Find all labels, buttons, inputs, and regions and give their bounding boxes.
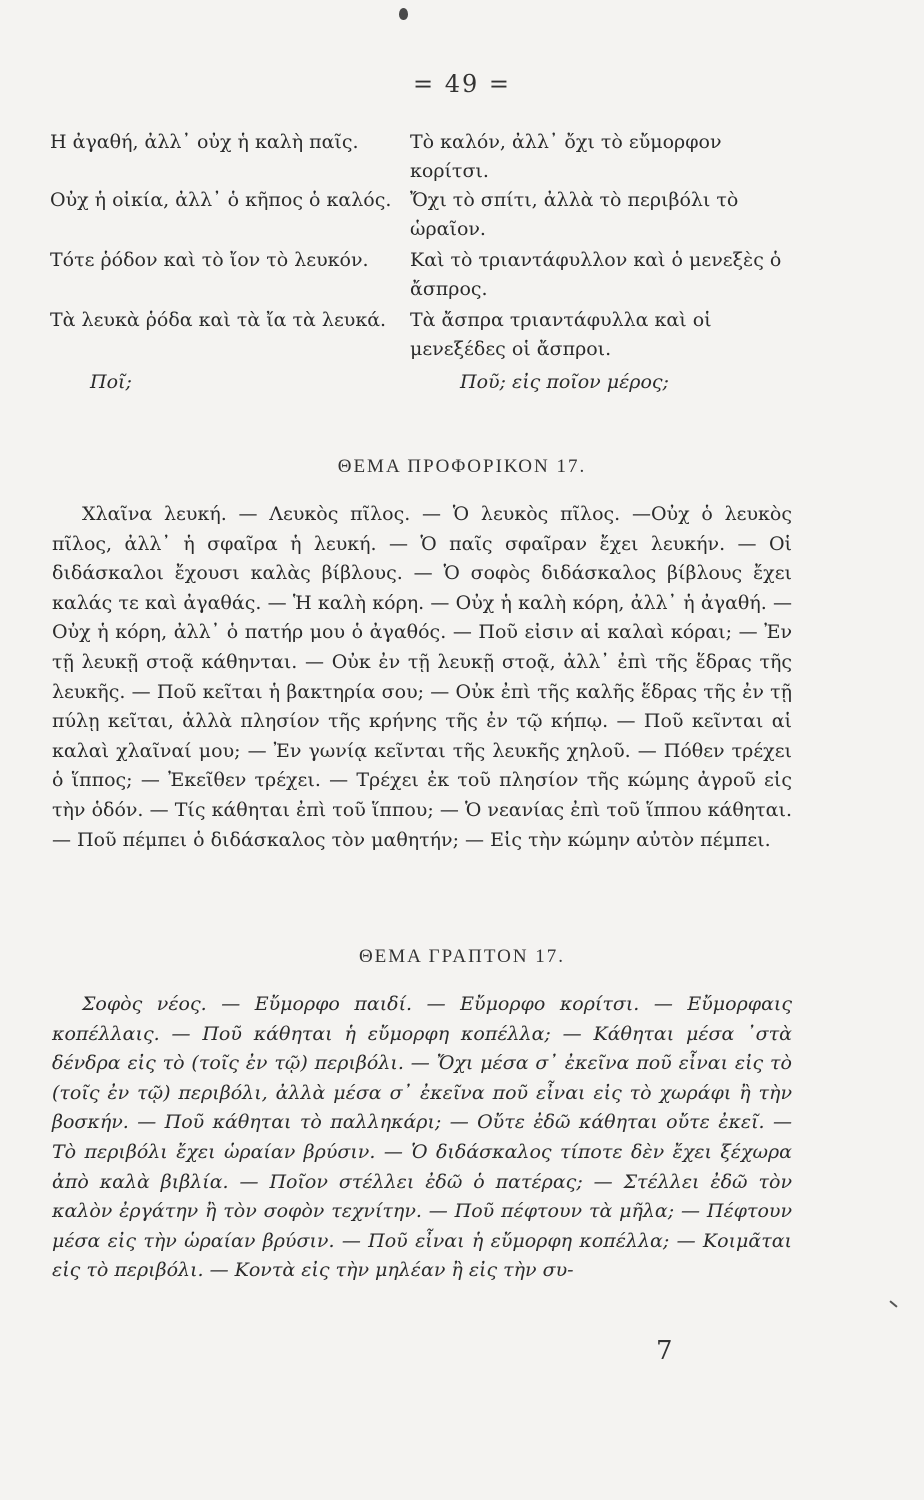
pair-row	[50, 186, 790, 246]
heading-oral-exercise: ΘΕΜΑ ΠΡΟΦΟΡΙΚΟΝ 17.	[337, 456, 587, 477]
written-exercise-text: Σοφὸς νέος. — Εὔμορφο παιδί. — Εὔμορφο κορίτσι. — Εὔμορφαις κοπέλλαις. — Ποῦ κάθηται ἡ εὔμορφη κοπέλλα; — Κάθηται μέσα ᾽στὰ δένδρα εἰς τὸ (τοῖς ἐν τῷ) περιβόλι. — Ὄχι μέσα σ᾽ ἐκεῖνα ποῦ εἶναι εἰς τὸ (τοῖς ἐν τῷ) περιβόλι, ἀλλὰ μέσα σ᾽ ἐκεῖνα ποῦ εἶναι εἰς τὸ χωράφι ἢ τὴν βοσκήν. — Ποῦ κάθηται τὸ παλληκάρι; — Οὔτε ἐδῶ κάθηται οὔτε ἐκεῖ. — Τὸ περιβόλι ἔχει ὡραίαν βρύσιν. — Ὁ διδάσκαλος τίποτε δὲν ἔχει ξέχωρα ἀπὸ καλὰ βιβλία. — Ποῖον στέλλει ἐδῶ ὁ πατέρας; — Στέλλει ἐδῶ τὸν καλὸν ἐργάτην ἢ τὸν σοφὸν τεχνίτην. — Ποῦ πέφτουν τὰ μῆλα; — Πέφτουν μέσα εἰς τὴν ὡραίαν βρύσιν. — Ποῦ εἶναι ἡ εὔμορφη κοπέλλα; — Κοιμᾶται εἰς τὸ περιβόλι. — Κοντὰ εἰς τὴν μηλέαν ἢ εἰς τὴν συ-	[52, 993, 792, 1282]
pair-left: Οὐχ ἡ οἰκία, ἀλλ᾽ ὁ κῆπος ὁ καλός.	[50, 189, 392, 211]
ink-mark	[399, 8, 408, 20]
pair-left: Η ἀγαθή, ἀλλ᾽ οὐχ ἡ καλὴ παῖς.	[50, 131, 359, 153]
translation-pairs	[50, 128, 790, 408]
pair-left: Τότε ῥόδον καὶ τὸ ἴον τὸ λευκόν.	[50, 249, 369, 271]
pair-right: Τὰ ἄσπρα τριαντάφυλλα καὶ οἱ μενεξέδες οἱ ἄσπροι.	[410, 309, 712, 360]
heading-written-exercise: ΘΕΜΑ ΓΡΑΠΤΟΝ 17.	[358, 946, 566, 967]
pair-left: Ποῖ;	[90, 371, 132, 393]
pair-right: Τὸ καλόν, ἀλλ᾽ ὄχι τὸ εὔμορφον κορίτσι.	[410, 131, 722, 182]
pair-right: Ὄχι τὸ σπίτι, ἀλλὰ τὸ περιβόλι τὸ ὡραῖον.	[410, 189, 739, 240]
pair-row	[50, 246, 790, 306]
signature-number: 7	[656, 1336, 673, 1366]
pair-left: Τὰ λευκὰ ῥόδα καὶ τὰ ἴα τὰ λευκά.	[50, 309, 387, 331]
pair-row	[50, 306, 790, 368]
pair-right: Ποῦ; εἰς ποῖον μέρος;	[460, 371, 669, 393]
ink-mark	[889, 1300, 897, 1307]
pair-row	[50, 128, 790, 186]
pair-right: Καὶ τὸ τριαντάφυλλον καὶ ὁ μενεξὲς ὁ ἄσπρος.	[410, 249, 782, 300]
page-number: = 49 =	[412, 70, 511, 98]
pair-row	[50, 368, 790, 408]
oral-exercise-text: Χλαῖνα λευκή. — Λευκὸς πῖλος. — Ὁ λευκὸς πῖλος. —Οὐχ ὁ λευκὸς πῖλος, ἀλλ᾽ ἡ σφαῖρα ἡ λευκή. — Ὁ παῖς σφαῖραν ἔχει λευκήν. — Οἱ διδάσκαλοι ἔχουσι καλὰς βίβλους. — Ὁ σοφὸς διδάσκαλος βίβλους ἔχει καλάς τε καὶ ἀγαθάς. — Ἡ καλὴ κόρη. — Οὐχ ἡ καλὴ κόρη, ἀλλ᾽ ἡ ἀγαθή. — Οὐχ ἡ κόρη, ἀλλ᾽ ὁ πατήρ μου ὁ ἀγαθός. — Ποῦ εἰσιν αἱ καλαὶ κόραι; — Ἐν τῇ λευκῇ στοᾷ κάθηνται. — Οὐκ ἐν τῇ λευκῇ στοᾷ, ἀλλ᾽ ἐπὶ τῆς ἕδρας τῆς λευκῆς. — Ποῦ κεῖται ἡ βακτηρία σου; — Οὐκ ἐπὶ τῆς καλῆς ἕδρας τῆς ἐν τῇ πύλῃ κεῖται, ἀλλὰ πλησίον τῆς κρήνης τῆς ἐν τῷ κήπῳ. — Ποῦ κεῖνται αἱ καλαὶ χλαῖναί μου; — Ἐν γωνίᾳ κεῖνται τῆς λευκῆς χηλοῦ. — Πόθεν τρέχει ὁ ἵππος; — Ἐκεῖθεν τρέχει. — Τρέχει ἐκ τοῦ πλησίον τῆς κώμης ἀγροῦ εἰς τὴν ὁδόν. — Τίς κάθηται ἐπὶ τοῦ ἵππου; — Ὁ νεανίας ἐπὶ τοῦ ἵππου κάθηται. — Ποῦ πέμπει ὁ διδάσκαλος τὸν μαθητήν; — Εἰς τὴν κώμην αὐτὸν πέμπει.	[52, 503, 792, 851]
